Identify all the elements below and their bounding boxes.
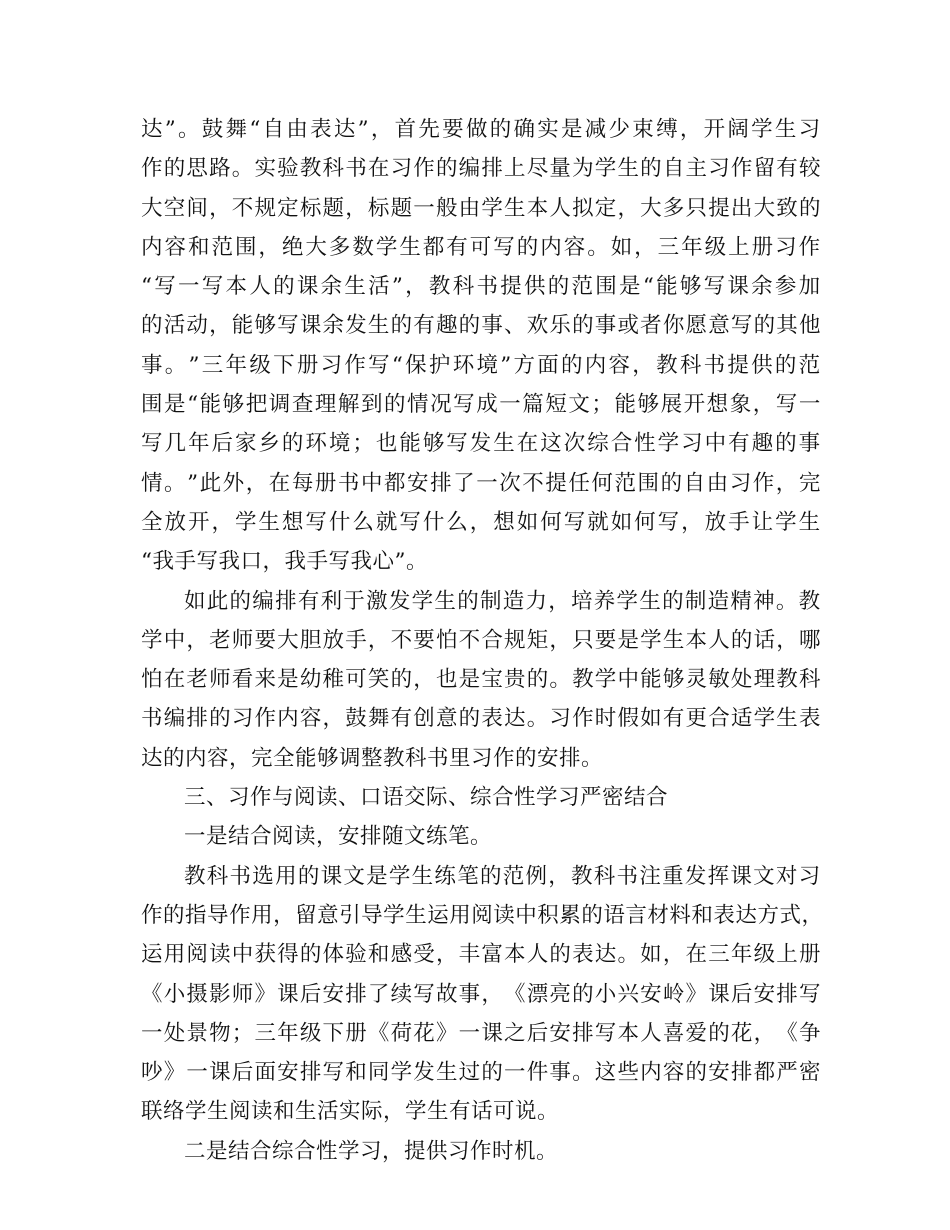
text-line: 全 放 开 ， 学 生 想 写 什 么 就 写 什 么 ， 想 如 何 写 就 如 何 写 ， 放 手 让 学 生 bbox=[141, 509, 821, 535]
text-line: 大 空 间 ， 不 规 定 标 题 ， 标 题 一 般 由 学 生 本 人 拟 定 ， 大 多 只 提 出 大 致 的 bbox=[141, 195, 821, 221]
text-line: 作 的 指 导 作 用 ， 留 意 引 导 学 生 运 用 阅 读 中 积 累 的 语 言 材 料 和 表 达 方 式 ， bbox=[141, 902, 824, 928]
body-text bbox=[141, 110, 824, 1171]
text-line: 怕 在 老 师 看 来 是 幼 稚 可 笑 的 ， 也 是 宝 贵 的 。 教 学 中 能 够 灵 敏 处 理 教 科 bbox=[141, 667, 821, 693]
text-line: 事 。 ” 三 年 级 下 册 习 作 写 “ 保 护 环 境 ” 方 面 的 内 容 ， 教 科 书 提 供 的 范 bbox=[141, 352, 821, 378]
subheading: 一是结合阅读，安排随文练笔。 bbox=[184, 824, 493, 850]
text-line: 教 科 书 选 用 的 课 文 是 学 生 练 笔 的 范 例 ， 教 科 书 注 重 发 挥 课 文 对 习 bbox=[184, 863, 821, 889]
text-line: 内 容 和 范 围 ， 绝 大 多 数 学 生 都 有 可 写 的 内 容 。 如 ， 三 年 级 上 册 习 作 bbox=[141, 234, 821, 260]
text-line: “ 写 一 写 本 人 的 课 余 生 活 ” ， 教 科 书 提 供 的 范 围 是 “ 能 够 写 课 余 参 加 bbox=[141, 274, 821, 300]
text-line: 学 中 ， 老 师 要 大 胆 放 手 ， 不 要 怕 不 合 规 矩 ， 只 要 是 学 生 本 人 的 话 ， 哪 bbox=[141, 627, 821, 653]
text-line: 一 处 景 物 ； 三 年 级 下 册 《 荷 花 》 一 课 之 后 安 排 写 本 人 喜 爱 的 花 ， 《 争 bbox=[141, 1020, 821, 1046]
text-line: 联络学生阅读和生活实际，学生有话可说。 bbox=[141, 1099, 560, 1125]
text-line: 情 。 ” 此 外 ， 在 每 册 书 中 都 安 排 了 一 次 不 提 任 何 范 围 的 自 由 习 作 ， 完 bbox=[141, 470, 821, 496]
text-line: 达 ” 。 鼓 舞 “ 自 由 表 达 ” ， 首 先 要 做 的 确 实 是 减 少 束 缚 ， 开 阔 学 生 习 bbox=[141, 117, 821, 142]
section-heading: 三、习作与阅读、口语交际、综合性学习严密结合 bbox=[184, 785, 669, 811]
text-line: 作 的 思 路 。 实 验 教 科 书 在 习 作 的 编 排 上 尽 量 为 学 生 的 自 主 习 作 留 有 较 bbox=[141, 156, 821, 182]
subheading: 二是结合综合性学习，提供习作时机。 bbox=[184, 1138, 559, 1164]
text-line: 书 编 排 的 习 作 内 容 ， 鼓 舞 有 创 意 的 表 达 。 习 作 时 假 如 有 更 合 适 学 生 表 bbox=[141, 706, 821, 732]
text-line: 写 几 年 后 家 乡 的 环 境 ； 也 能 够 写 发 生 在 这 次 综 合 性 学 习 中 有 趣 的 事 bbox=[141, 431, 821, 457]
text-line: 如 此 的 编 排 有 利 于 激 发 学 生 的 制 造 力 ， 培 养 学 生 的 制 造 精 神 。 教 bbox=[184, 588, 821, 614]
text-line: 的 活 动 ， 能 够 写 课 余 发 生 的 有 趣 的 事 、 欢 乐 的 事 或 者 你 愿 意 写 的 其 他 bbox=[141, 313, 821, 339]
text-line: 围 是 “ 能 够 把 调 查 理 解 到 的 情 况 写 成 一 篇 短 文 ； 能 够 展 开 想 象 ， 写 一 bbox=[141, 392, 821, 418]
text-line: 吵 》 一 课 后 面 安 排 写 和 同 学 发 生 过 的 一 件 事 。 这 些 内 容 的 安 排 都 严 密 bbox=[141, 1060, 821, 1086]
text-line: 达的内容，完全能够调整教科书里习作的安排。 bbox=[141, 745, 604, 771]
text-line: 《 小 摄 影 师 》 课 后 安 排 了 续 写 故 事 ， 《 漂 亮 的 小 兴 安 岭 》 课 后 安 排 写 bbox=[141, 981, 821, 1007]
text-line: “我手写我口，我手写我心”。 bbox=[141, 549, 428, 575]
text-line: 运 用 阅 读 中 获 得 的 体 验 和 感 受 ， 丰 富 本 人 的 表 达 。 如 ， 在 三 年 级 上 册 bbox=[141, 942, 821, 968]
